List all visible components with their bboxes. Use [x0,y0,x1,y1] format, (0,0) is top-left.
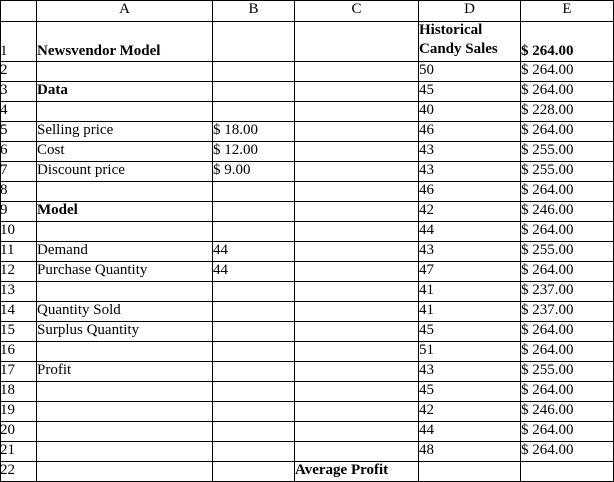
row-header-10[interactable]: 10 [0,221,37,242]
cell-e1[interactable]: $ 264.00 [520,21,614,62]
cell-d6[interactable]: 43 [418,141,521,162]
cell-e6[interactable]: $ 255.00 [520,141,614,162]
cell-e19[interactable]: $ 246.00 [520,401,614,422]
row-header-15[interactable]: 15 [0,321,37,342]
cell-b17[interactable] [212,361,295,382]
row-header-12[interactable]: 12 [0,261,37,282]
cell-c22[interactable]: Average Profit [294,461,419,482]
cell-d2[interactable]: 50 [418,61,521,82]
cell-b13[interactable] [212,281,295,302]
cell-b19[interactable] [212,401,295,422]
cell-e16[interactable]: $ 264.00 [520,341,614,362]
cell-b20[interactable] [212,421,295,442]
row-header-1[interactable]: 1 [0,21,37,62]
row-header-21[interactable]: 21 [0,441,37,462]
cell-c9[interactable] [294,201,419,222]
cell-d12[interactable]: 47 [418,261,521,282]
cell-e22[interactable] [520,461,614,482]
cell-d21[interactable]: 48 [418,441,521,462]
row-header-18[interactable]: 18 [0,381,37,402]
cell-b5[interactable]: $ 18.00 [212,121,295,142]
cell-a15[interactable]: Surplus Quantity [36,321,213,342]
cell-a22[interactable] [36,461,213,482]
cell-a11[interactable]: Demand [36,241,213,262]
cell-a1[interactable]: Newsvendor Model [36,21,213,62]
cell-a14[interactable]: Quantity Sold [36,301,213,322]
cell-c18[interactable] [294,381,419,402]
cell-e14[interactable]: $ 237.00 [520,301,614,322]
cell-b7[interactable]: $ 9.00 [212,161,295,182]
cell-c14[interactable] [294,301,419,322]
cell-a3[interactable]: Data [36,81,213,102]
cell-d20[interactable]: 44 [418,421,521,442]
cell-d1[interactable]: Historical Candy Sales [418,21,521,62]
cell-a6[interactable]: Cost [36,141,213,162]
row-header-8[interactable]: 8 [0,181,37,202]
cell-a10[interactable] [36,221,213,242]
cell-c19[interactable] [294,401,419,422]
cell-e2[interactable]: $ 264.00 [520,61,614,82]
cell-b11[interactable]: 44 [212,241,295,262]
cell-a8[interactable] [36,181,213,202]
cell-a13[interactable] [36,281,213,302]
cell-b6[interactable]: $ 12.00 [212,141,295,162]
column-header-b[interactable]: B [212,0,295,22]
row-header-9[interactable]: 9 [0,201,37,222]
cell-e4[interactable]: $ 228.00 [520,101,614,122]
cell-e11[interactable]: $ 255.00 [520,241,614,262]
row-header-19[interactable]: 19 [0,401,37,422]
cell-c8[interactable] [294,181,419,202]
cell-a2[interactable] [36,61,213,82]
cell-e17[interactable]: $ 255.00 [520,361,614,382]
cell-e20[interactable]: $ 264.00 [520,421,614,442]
row-header-2[interactable]: 2 [0,61,37,82]
row-header-6[interactable]: 6 [0,141,37,162]
cell-a17[interactable]: Profit [36,361,213,382]
row-header-16[interactable]: 16 [0,341,37,362]
row-header-3[interactable]: 3 [0,81,37,102]
cell-c7[interactable] [294,161,419,182]
column-header-e[interactable]: E [520,0,614,22]
cell-b14[interactable] [212,301,295,322]
cell-c2[interactable] [294,61,419,82]
column-header-d[interactable]: D [418,0,521,22]
row-header-20[interactable]: 20 [0,421,37,442]
cell-d15[interactable]: 45 [418,321,521,342]
cell-d10[interactable]: 44 [418,221,521,242]
cell-d4[interactable]: 40 [418,101,521,122]
cell-c6[interactable] [294,141,419,162]
cell-e15[interactable]: $ 264.00 [520,321,614,342]
cell-a9[interactable]: Model [36,201,213,222]
cell-a12[interactable]: Purchase Quantity [36,261,213,282]
cell-b1[interactable] [212,21,295,62]
cell-a5[interactable]: Selling price [36,121,213,142]
cell-d11[interactable]: 43 [418,241,521,262]
cell-d17[interactable]: 43 [418,361,521,382]
cell-d13[interactable]: 41 [418,281,521,302]
cell-a18[interactable] [36,381,213,402]
cell-d16[interactable]: 51 [418,341,521,362]
select-all-corner[interactable] [0,0,37,22]
cell-a21[interactable] [36,441,213,462]
column-header-a[interactable]: A [36,0,213,22]
cell-a20[interactable] [36,421,213,442]
cell-d14[interactable]: 41 [418,301,521,322]
cell-c20[interactable] [294,421,419,442]
row-header-5[interactable]: 5 [0,121,37,142]
cell-d22[interactable] [418,461,521,482]
cell-b12[interactable]: 44 [212,261,295,282]
cell-e13[interactable]: $ 237.00 [520,281,614,302]
row-header-11[interactable]: 11 [0,241,37,262]
cell-b3[interactable] [212,81,295,102]
cell-e18[interactable]: $ 264.00 [520,381,614,402]
cell-b2[interactable] [212,61,295,82]
row-header-14[interactable]: 14 [0,301,37,322]
cell-d9[interactable]: 42 [418,201,521,222]
cell-c16[interactable] [294,341,419,362]
cell-c5[interactable] [294,121,419,142]
cell-c15[interactable] [294,321,419,342]
cell-c21[interactable] [294,441,419,462]
cell-e10[interactable]: $ 264.00 [520,221,614,242]
cell-e9[interactable]: $ 246.00 [520,201,614,222]
column-header-c[interactable]: C [294,0,419,22]
cell-e3[interactable]: $ 264.00 [520,81,614,102]
cell-c10[interactable] [294,221,419,242]
row-header-17[interactable]: 17 [0,361,37,382]
cell-b18[interactable] [212,381,295,402]
cell-c13[interactable] [294,281,419,302]
cell-d19[interactable]: 42 [418,401,521,422]
cell-d8[interactable]: 46 [418,181,521,202]
row-header-22[interactable]: 22 [0,461,37,482]
row-header-13[interactable]: 13 [0,281,37,302]
cell-b10[interactable] [212,221,295,242]
cell-c17[interactable] [294,361,419,382]
row-header-7[interactable]: 7 [0,161,37,182]
cell-d5[interactable]: 46 [418,121,521,142]
cell-b15[interactable] [212,321,295,342]
cell-c1[interactable] [294,21,419,62]
cell-a16[interactable] [36,341,213,362]
cell-b21[interactable] [212,441,295,462]
cell-d3[interactable]: 45 [418,81,521,102]
cell-d18[interactable]: 45 [418,381,521,402]
cell-c4[interactable] [294,101,419,122]
cell-c12[interactable] [294,261,419,282]
cell-a7[interactable]: Discount price [36,161,213,182]
cell-c11[interactable] [294,241,419,262]
cell-b4[interactable] [212,101,295,122]
cell-e12[interactable]: $ 264.00 [520,261,614,282]
cell-e5[interactable]: $ 264.00 [520,121,614,142]
row-header-4[interactable]: 4 [0,101,37,122]
cell-b8[interactable] [212,181,295,202]
cell-e21[interactable]: $ 264.00 [520,441,614,462]
cell-a19[interactable] [36,401,213,422]
cell-d7[interactable]: 43 [418,161,521,182]
cell-c3[interactable] [294,81,419,102]
cell-e7[interactable]: $ 255.00 [520,161,614,182]
cell-b22[interactable] [212,461,295,482]
cell-e8[interactable]: $ 264.00 [520,181,614,202]
cell-b9[interactable] [212,201,295,222]
cell-b16[interactable] [212,341,295,362]
cell-a4[interactable] [36,101,213,122]
